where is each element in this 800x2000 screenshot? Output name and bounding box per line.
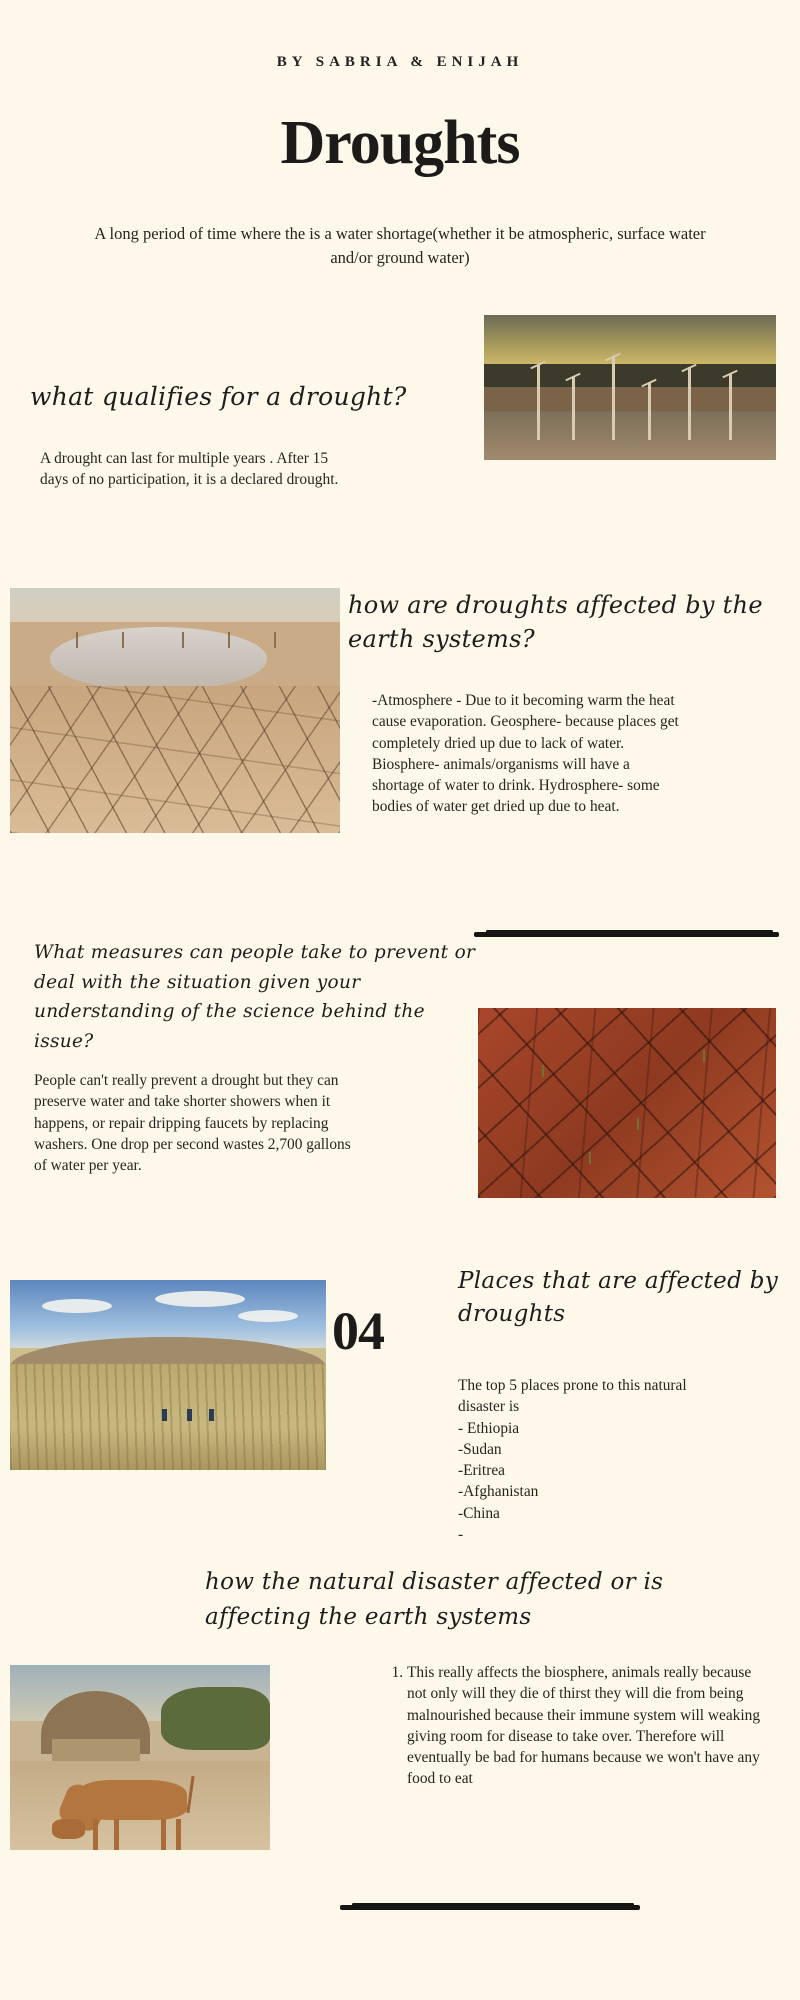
places-item-2: -Eritrea bbox=[458, 1462, 505, 1479]
section-body-earth-systems: -Atmosphere - Due to it becoming warm the heat cause evaporation. Geosphere- because places get completely dried up due to lack of water. Biosphere- animals/organisms will have a shortage of water to drink. Hydrosphere- some bodies of water get dried up due to heat. bbox=[372, 692, 679, 816]
places-item-1: -Sudan bbox=[458, 1440, 502, 1458]
affected-list bbox=[390, 1662, 762, 1790]
section-heading-places: Places that are affected by droughts bbox=[458, 1268, 779, 1328]
byline: BY SABRIA & ENIJAH bbox=[276, 54, 524, 70]
image-cow-hut bbox=[10, 1665, 270, 1850]
image-dead-trees bbox=[484, 315, 776, 460]
places-item-4: -China bbox=[458, 1504, 500, 1522]
section-body-places bbox=[458, 1375, 708, 1545]
section-heading-earth-systems: how are droughts affected by the earth systems? bbox=[348, 591, 763, 654]
section-body-measures: People can't really prevent a drought but they can preserve water and take shorter showers when it happens, or repair dripping faucets by replacing washers. One drop per second wastes 2,700 gallons of water per year. bbox=[34, 1072, 351, 1174]
places-item-0: - Ethiopia bbox=[458, 1419, 520, 1437]
section-number-04: 04 bbox=[332, 1301, 384, 1361]
image-red-cracked-mud bbox=[478, 1008, 776, 1198]
page-title: Droughts bbox=[280, 109, 520, 177]
places-intro: The top 5 places prone to this natural disaster is bbox=[458, 1377, 687, 1416]
image-dry-grassland bbox=[10, 1280, 326, 1470]
image-cracked-lakebed bbox=[10, 588, 340, 833]
page-subtitle: A long period of time where the is a water shortage(whether it be atmospheric, surface water and/or ground water) bbox=[94, 224, 706, 267]
places-item-5: - bbox=[458, 1525, 464, 1543]
section-body-qualifies: A drought can last for multiple years . After 15 days of no participation, it is a declared drought. bbox=[40, 450, 339, 489]
places-item-3: -Afghanistan bbox=[458, 1483, 539, 1501]
divider-rule-bottom bbox=[340, 1905, 640, 1910]
section-heading-qualifies: what qualifies for a drought? bbox=[30, 382, 407, 411]
section-heading-affected: how the natural disaster affected or is affecting the earth systems bbox=[205, 1569, 664, 1630]
section-heading-measures: What measures can people take to prevent or deal with the situation given your understanding of the science behind the issue? bbox=[34, 942, 476, 1052]
list-item: 1. This really affects the biosphere, animals really because not only will they die of thirst they will die from being malnourished because their immune system will weaking giving room for disease to take over. Therefore will eventually be bad for humans because we won't have any food to eat bbox=[407, 1662, 762, 1790]
divider-rule-top bbox=[474, 932, 779, 937]
